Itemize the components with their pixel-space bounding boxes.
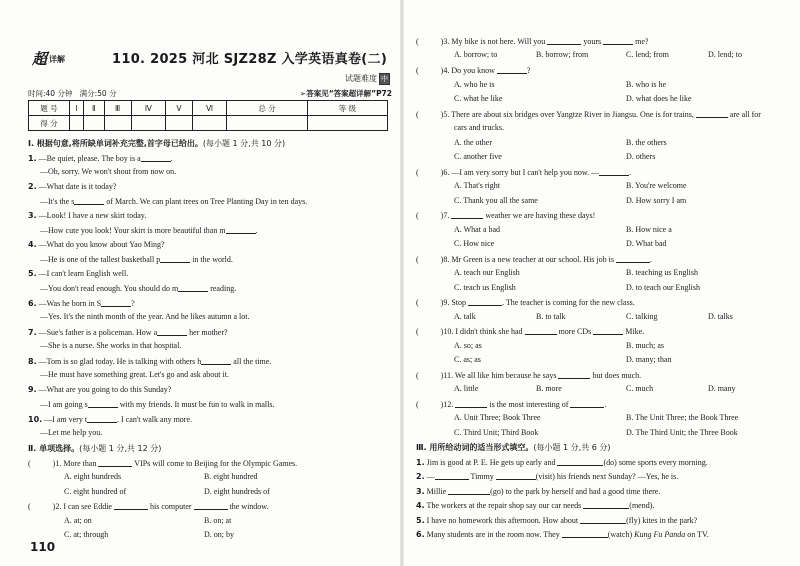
answer-blank[interactable] [562,529,608,538]
meta-row [28,88,392,99]
answer-blank[interactable] [583,500,629,509]
s2-q1-option-d[interactable]: D. eight hundreds of [204,487,270,496]
s2-q10-option-c[interactable]: C. as; as [454,355,481,364]
s1-q7-a: 7. —Sue's father is a policeman. How a her mother? [28,328,228,337]
s2-q9-option-a[interactable]: A. talk [454,312,476,321]
score-cell[interactable] [131,116,166,131]
answer-blank[interactable] [616,254,650,263]
s2-q11-option-d[interactable]: D. many [708,384,736,393]
s1-q2-b: —It's the s of March. We can plant trees on Tree Planting Day in ten days. [40,197,308,206]
s3-q5: 5. I have no homework this afternoon. How about (fly) kites in the park? [416,516,698,525]
s2-q11-option-a[interactable]: A. little [454,384,479,393]
s2-q8-option-c[interactable]: C. teach us English [454,283,516,292]
s2-q3-option-a[interactable]: A. borrow; to [454,50,498,59]
answer-blank[interactable] [455,399,487,408]
s2-q10-option-d[interactable]: D. many; than [626,355,672,364]
s2-q1-option-b[interactable]: B. eight hundred [204,472,258,481]
answer-blank[interactable] [435,471,469,480]
page-number: 110 [30,540,56,554]
answer-blank[interactable] [141,153,171,162]
section-3-heading: Ⅲ. 用所给动词的适当形式填空。(每小题 1 分,共 6 分) [416,443,611,452]
s2-q4-option-b[interactable]: B. who is he [626,80,666,89]
s2-q6-option-b[interactable]: B. You're welcome [626,181,687,190]
s2-q4-option-c[interactable]: C. what he like [454,94,503,103]
s2-q5-stem: ( )5. There are about six bridges over Yangtze River in Jiangsu. One is for trains, are all for [416,110,761,119]
page-fold [400,0,404,566]
s1-q3-a: 3. —Look! I have a new skirt today. [28,211,147,220]
s2-q8-option-b[interactable]: B. teaching us English [626,268,698,277]
title-row [32,48,392,68]
answer-blank[interactable] [201,356,231,365]
answer-blank[interactable] [557,457,603,466]
difficulty-badge: 中 [381,75,388,83]
s2-q10-option-a[interactable]: A. so; as [454,341,482,350]
s3-q3: 3. Millie (go) to the park by herself and had a good time there. [416,487,661,496]
s1-q1-a: 1. —Be quiet, please. The boy is a . [28,154,173,163]
s1-q9-a: 9. —What are you going to do this Sunday? [28,385,172,394]
s1-q8-b: —He must have something great. Let's go and ask about it. [40,370,229,379]
answer-blank[interactable] [496,471,536,480]
answer-blank[interactable] [194,501,228,510]
s2-q11-stem: ( )11. We all like him because he says but does much. [416,371,642,380]
s2-q9-option-c[interactable]: C. talking [626,312,658,321]
s2-q2-option-d[interactable]: D. on; by [204,530,234,539]
difficulty: 试题难度 中 [345,74,388,83]
score-cell[interactable] [192,116,227,131]
s2-q4-option-d[interactable]: D. what does he like [626,94,692,103]
s2-q12-option-b[interactable]: B. The Unit Three; the Book Three [626,413,739,422]
answer-blank[interactable] [468,297,502,306]
answer-blank[interactable] [88,399,118,408]
answer-blank[interactable] [87,414,117,423]
answer-blank[interactable] [558,370,590,379]
s2-q8-option-a[interactable]: A. teach our English [454,268,520,277]
s2-q12-option-c[interactable]: C. Third Unit; Third Book [454,428,539,437]
brand-logo: 超详解 [32,50,66,68]
answer-blank[interactable] [603,36,633,45]
s1-q2-a: 2. —What date is it today? [28,182,117,191]
s2-q6-option-a[interactable]: A. That's right [454,181,500,190]
s1-q8-a: 8. —Tom is so glad today. He is talking with others h all the time. [28,357,272,366]
left-column [28,0,392,566]
answer-blank[interactable] [101,298,131,307]
s2-q3-option-b[interactable]: B. borrow; from [536,50,589,59]
s2-q9-option-d[interactable]: D. talks [708,312,733,321]
s2-q4-option-a[interactable]: A. who he is [454,80,495,89]
s2-q5-option-b[interactable]: B. the others [626,138,667,147]
score-cell[interactable] [70,116,84,131]
s2-q12-option-d[interactable]: D. The Third Unit; the Three Book [626,428,738,437]
answer-blank[interactable] [160,254,190,263]
s1-q5-b: —You don't read enough. You should do m reading. [40,284,237,293]
s2-q8-stem: ( )8. Mr Green is a new teacher at our school. His job is . [416,255,652,264]
s2-q12-stem: ( )12. is the most interesting of . [416,400,607,409]
answer-blank[interactable] [157,327,187,336]
score-table [28,100,388,131]
answer-blank[interactable] [448,486,490,495]
s1-q1-b: —Oh, sorry. We won't shout from now on. [40,167,177,176]
answer-blank[interactable] [570,399,604,408]
s2-q5-option-a[interactable]: A. the other [454,138,492,147]
answer-blank[interactable] [525,326,557,335]
s2-q7-option-d[interactable]: D. What bad [626,239,667,248]
score-cell[interactable] [104,116,131,131]
s1-q6-a: 6. —Was he born in S ? [28,299,135,308]
answer-reference: ➢答案见“答案超详解”P72 [299,89,392,98]
s3-q1: 1. Jim is good at P. E. He gets up early and (do) some sports every morning. [416,458,708,467]
s2-q6-option-d[interactable]: D. How sorry I am [626,196,687,205]
s1-q10-a: 10. —I am very t . I can't walk any more. [28,415,193,424]
s2-q1-option-c[interactable]: C. eight hundred of [64,487,127,496]
s2-q7-option-c[interactable]: C. How nice [454,239,495,248]
section-1-heading: Ⅰ. 根据句意,将所缺单词补充完整,首字母已给出。(每小题 1 分,共 10 分) [28,139,286,148]
s2-q5-stem-line2: cars and trucks. [454,123,504,132]
score-cell[interactable] [307,116,387,131]
s1-q9-b: —I am going s with my friends. It must be fun to walk in malls. [40,400,275,409]
section-2-heading: Ⅱ. 单项选择。(每小题 1 分,共 12 分) [28,444,162,453]
answer-blank[interactable] [226,225,256,234]
answer-blank[interactable] [114,501,148,510]
s2-q2-option-a[interactable]: A. at; on [64,516,92,525]
score-cell[interactable] [84,116,105,131]
s2-q6-option-c[interactable]: C. Thank you all the same [454,196,538,205]
s2-q11-option-b[interactable]: B. more [536,384,562,393]
right-column [416,0,778,566]
s2-q3-stem: ( )3. My bike is not here. Will you yours me? [416,37,649,46]
s1-q7-b: —She is a nurse. She works in that hospital. [40,341,182,350]
s2-q4-stem: ( )4. Do you know ? [416,66,531,75]
s2-q3-option-c[interactable]: C. lend; from [626,50,669,59]
answer-blank[interactable] [580,515,626,524]
score-cell[interactable] [227,116,307,131]
s2-q5-option-d[interactable]: D. others [626,152,656,161]
page-title: 110. 2025 河北 SJZ28Z 入学英语真卷(二) [112,52,388,67]
score-table-row: 得 分 [29,116,388,131]
s2-q7-option-a[interactable]: A. What a bad [454,225,501,234]
s2-q2-option-c[interactable]: C. at; through [64,530,109,539]
s2-q3-option-d[interactable]: D. lend; to [708,50,742,59]
answer-blank[interactable] [599,167,629,176]
answer-blank[interactable] [451,210,483,219]
s2-q7-stem: ( )7. weather we are having these days! [416,211,596,220]
s2-q9-option-b[interactable]: B. to talk [536,312,566,321]
answer-blank[interactable] [178,283,208,292]
s1-q3-b: —How cute you look! Your skirt is more beautiful than m . [40,226,258,235]
s2-q1-option-a[interactable]: A. eight hundreds [64,472,122,481]
s2-q8-option-d[interactable]: D. to teach our English [626,283,700,292]
s1-q10-b: —Let me help you. [40,428,103,437]
answer-blank[interactable] [547,36,581,45]
s3-q6: 6. Many students are in the room now. They (watch) Kung Fu Panda on TV. [416,530,709,539]
s2-q7-option-b[interactable]: B. How nice a [626,225,672,234]
s3-q2: 2. — Timmy (visit) his friends next Sunday? —Yes, he is. [416,472,679,481]
s1-q4-a: 4. —What do you know about Yao Ming? [28,240,165,249]
answer-blank[interactable] [497,65,527,74]
s2-q12-option-a[interactable]: A. Unit Three; Book Three [454,413,541,422]
s2-q6-stem: ( )6. —I am very sorry but I can't help you now. — . [416,168,632,177]
s1-q4-b: —He is one of the tallest basketball p in the world. [40,255,233,264]
answer-blank[interactable] [593,326,623,335]
s1-q6-b: —Yes. It's the ninth month of the year. And he likes autumn a lot. [40,312,250,321]
s2-q9-stem: ( )9. Stop . The teacher is coming for the new class. [416,298,635,307]
s2-q2-stem: ( )2. I can see Eddie his computer the window. [28,502,269,511]
time-limit: 时间:40 分钟 [28,89,73,98]
total-score: 满分:50 分 [79,89,117,98]
s2-q10-stem: ( )10. I didn't think she had more CDs Mike. [416,327,645,336]
answer-blank[interactable] [74,196,104,205]
s2-q10-option-b[interactable]: B. much; as [626,341,664,350]
s2-q11-option-c[interactable]: C. much [626,384,654,393]
score-table-header: 题 号 Ⅰ Ⅱ Ⅲ Ⅳ Ⅴ Ⅵ 总 分 等 级 [29,101,388,116]
s3-q4: 4. The workers at the repair shop say our car needs (mend). [416,501,655,510]
answer-blank[interactable] [98,458,132,467]
answer-blank[interactable] [696,109,728,118]
s2-q1-stem: ( )1. More than VIPs will come to Beijing for the Olympic Games. [28,459,298,468]
score-cell[interactable] [166,116,193,131]
s2-q5-option-c[interactable]: C. another five [454,152,502,161]
s2-q2-option-b[interactable]: B. on; at [204,516,232,525]
s1-q5-a: 5. —I can't learn English well. [28,269,129,278]
